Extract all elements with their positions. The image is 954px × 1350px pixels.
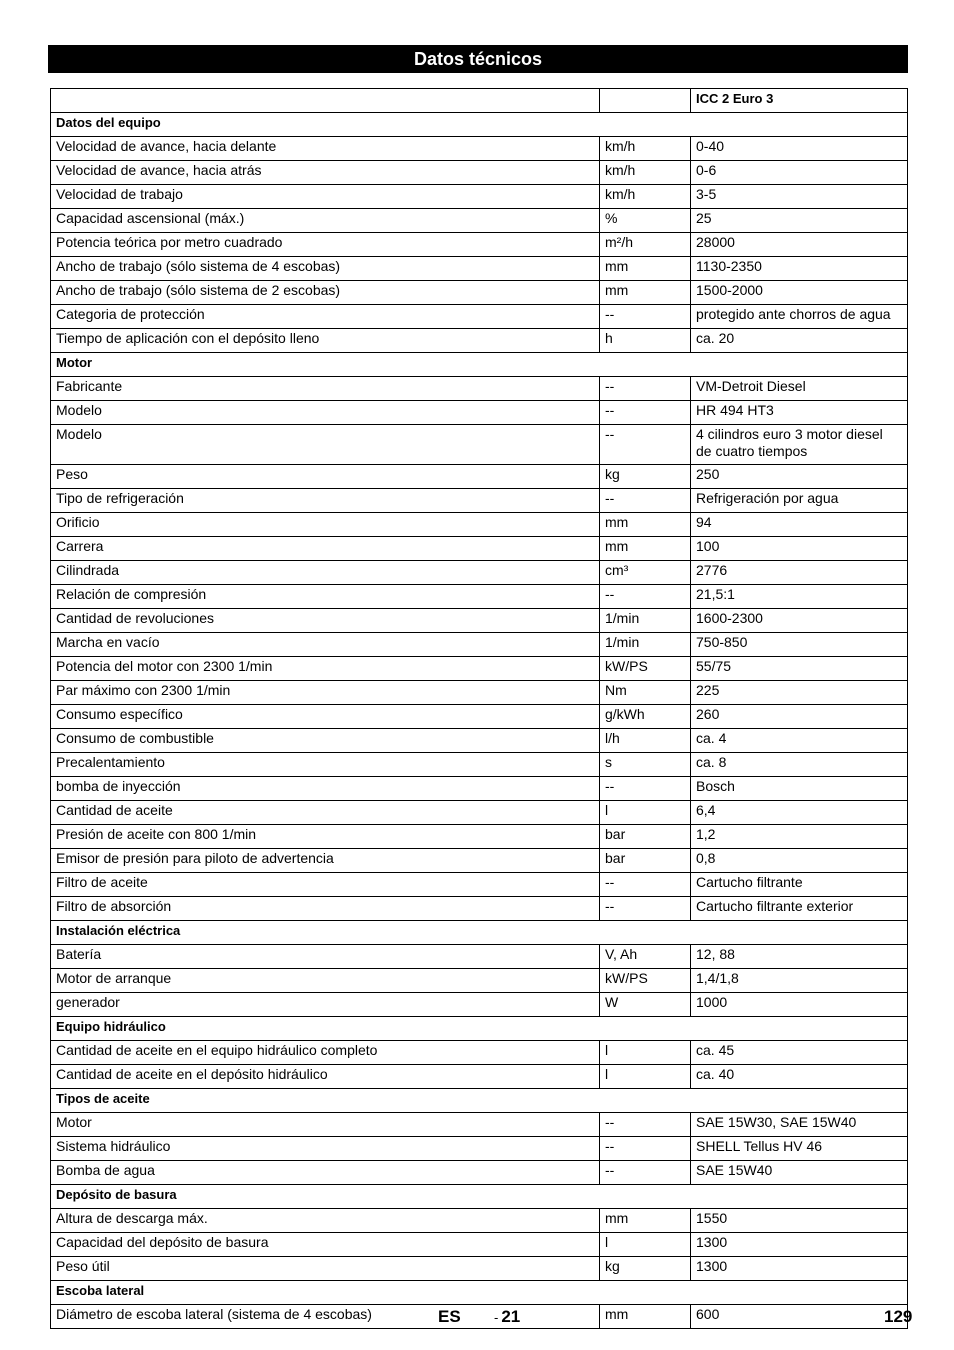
unit-cell: -- (600, 377, 691, 401)
table-row (51, 489, 908, 513)
unit-cell: -- (600, 305, 691, 329)
value-cell: Cartucho filtrante exterior (691, 897, 908, 921)
unit-cell: -- (600, 1137, 691, 1161)
table-row (51, 233, 908, 257)
parameter-cell: Emisor de presión para piloto de advertencia (51, 849, 600, 873)
table-row (51, 137, 908, 161)
section-row (51, 1017, 908, 1041)
table-row (51, 681, 908, 705)
value-cell: 4 cilindros euro 3 motor diesel de cuatro tiempos (691, 425, 908, 465)
unit-cell: -- (600, 873, 691, 897)
parameter-cell: Consumo específico (51, 705, 600, 729)
parameter-cell: Tipo de refrigeración (51, 489, 600, 513)
parameter-cell: Capacidad ascensional (máx.) (51, 209, 600, 233)
unit-cell: bar (600, 849, 691, 873)
table-row (51, 377, 908, 401)
unit-cell: mm (600, 257, 691, 281)
footer-dash: - (494, 1310, 499, 1325)
value-cell: ca. 4 (691, 729, 908, 753)
unit-cell: l (600, 1233, 691, 1257)
parameter-cell: Relación de compresión (51, 585, 600, 609)
section-heading: Tipos de aceite (51, 1089, 908, 1113)
parameter-cell: Cilindrada (51, 561, 600, 585)
value-cell: 21,5:1 (691, 585, 908, 609)
unit-cell: kW/PS (600, 657, 691, 681)
value-cell: 250 (691, 465, 908, 489)
table-row (51, 1257, 908, 1281)
table-row (51, 561, 908, 585)
parameter-cell: Cantidad de aceite (51, 801, 600, 825)
parameter-cell: Velocidad de trabajo (51, 185, 600, 209)
unit-cell: l (600, 1065, 691, 1089)
unit-cell: -- (600, 897, 691, 921)
parameter-cell: Carrera (51, 537, 600, 561)
table-row (51, 513, 908, 537)
value-cell: ca. 20 (691, 329, 908, 353)
section-row (51, 921, 908, 945)
table-row (51, 753, 908, 777)
header-cell-unit (600, 89, 691, 113)
unit-cell: l/h (600, 729, 691, 753)
value-cell: 28000 (691, 233, 908, 257)
value-cell: 1000 (691, 993, 908, 1017)
value-cell: protegido ante chorros de agua (691, 305, 908, 329)
value-cell: 1130-2350 (691, 257, 908, 281)
unit-cell: l (600, 1041, 691, 1065)
unit-cell: -- (600, 401, 691, 425)
value-cell: 600 (691, 1305, 908, 1329)
parameter-cell: Ancho de trabajo (sólo sistema de 4 escobas) (51, 257, 600, 281)
table-row (51, 945, 908, 969)
unit-cell: l (600, 801, 691, 825)
parameter-cell: Consumo de combustible (51, 729, 600, 753)
parameter-cell: Cantidad de aceite en el equipo hidráulico completo (51, 1041, 600, 1065)
value-cell: 6,4 (691, 801, 908, 825)
value-cell: 2776 (691, 561, 908, 585)
section-heading: Instalación eléctrica (51, 921, 908, 945)
value-cell: SAE 15W40 (691, 1161, 908, 1185)
table-row (51, 585, 908, 609)
table-row (51, 801, 908, 825)
parameter-cell: Ancho de trabajo (sólo sistema de 2 escobas) (51, 281, 600, 305)
unit-cell: s (600, 753, 691, 777)
footer-language: ES (438, 1307, 461, 1326)
header-cell-model: ICC 2 Euro 3 (691, 89, 908, 113)
unit-cell: bar (600, 825, 691, 849)
parameter-cell: Modelo (51, 425, 600, 465)
section-heading: Datos del equipo (51, 113, 908, 137)
table-row (51, 1233, 908, 1257)
parameter-cell: Batería (51, 945, 600, 969)
table-row (51, 185, 908, 209)
value-cell: 225 (691, 681, 908, 705)
section-row (51, 1089, 908, 1113)
unit-cell: kg (600, 1257, 691, 1281)
table-row (51, 465, 908, 489)
parameter-cell: Categoria de protección (51, 305, 600, 329)
table-row (51, 1065, 908, 1089)
table-row (51, 1305, 908, 1329)
table-row (51, 1041, 908, 1065)
table-row (51, 305, 908, 329)
value-cell: 94 (691, 513, 908, 537)
parameter-cell: Cantidad de aceite en el depósito hidráulico (51, 1065, 600, 1089)
unit-cell: kg (600, 465, 691, 489)
footer-section-page (494, 1307, 520, 1327)
section-heading: Escoba lateral (51, 1281, 908, 1305)
parameter-cell: Altura de descarga máx. (51, 1209, 600, 1233)
table-row (51, 1209, 908, 1233)
value-cell: ca. 45 (691, 1041, 908, 1065)
section-heading: Motor (51, 353, 908, 377)
parameter-cell: Peso (51, 465, 600, 489)
parameter-cell: Motor (51, 1113, 600, 1137)
footer-section-page-number: 21 (501, 1307, 521, 1326)
parameter-cell: Fabricante (51, 377, 600, 401)
table-row (51, 209, 908, 233)
table-row (51, 969, 908, 993)
unit-cell: h (600, 329, 691, 353)
unit-cell: cm³ (600, 561, 691, 585)
parameter-cell: bomba de inyección (51, 777, 600, 801)
value-cell: ca. 8 (691, 753, 908, 777)
value-cell: SHELL Tellus HV 46 (691, 1137, 908, 1161)
unit-cell: km/h (600, 185, 691, 209)
table-row (51, 257, 908, 281)
table-row (51, 609, 908, 633)
value-cell: SAE 15W30, SAE 15W40 (691, 1113, 908, 1137)
parameter-cell: Sistema hidráulico (51, 1137, 600, 1161)
parameter-cell: Cantidad de revoluciones (51, 609, 600, 633)
value-cell: 1,4/1,8 (691, 969, 908, 993)
value-cell: Bosch (691, 777, 908, 801)
value-cell: 750-850 (691, 633, 908, 657)
parameter-cell: Presión de aceite con 800 1/min (51, 825, 600, 849)
value-cell: 12, 88 (691, 945, 908, 969)
table-row (51, 329, 908, 353)
parameter-cell: Potencia teórica por metro cuadrado (51, 233, 600, 257)
table-header-row (51, 89, 908, 113)
parameter-cell: Precalentamiento (51, 753, 600, 777)
value-cell: 1,2 (691, 825, 908, 849)
parameter-cell: Orificio (51, 513, 600, 537)
technical-data-table (50, 88, 908, 1329)
parameter-cell: Par máximo con 2300 1/min (51, 681, 600, 705)
table-row (51, 729, 908, 753)
table-row (51, 401, 908, 425)
value-cell: HR 494 HT3 (691, 401, 908, 425)
value-cell: 1300 (691, 1233, 908, 1257)
unit-cell: -- (600, 425, 691, 465)
table-row (51, 1161, 908, 1185)
section-heading: Depósito de basura (51, 1185, 908, 1209)
unit-cell: -- (600, 489, 691, 513)
unit-cell: g/kWh (600, 705, 691, 729)
parameter-cell: Capacidad del depósito de basura (51, 1233, 600, 1257)
table-row (51, 281, 908, 305)
value-cell: ca. 40 (691, 1065, 908, 1089)
parameter-cell: Velocidad de avance, hacia delante (51, 137, 600, 161)
unit-cell: mm (600, 513, 691, 537)
value-cell: 1300 (691, 1257, 908, 1281)
value-cell: 1600-2300 (691, 609, 908, 633)
parameter-cell: Velocidad de avance, hacia atrás (51, 161, 600, 185)
value-cell: 0-40 (691, 137, 908, 161)
value-cell: 0-6 (691, 161, 908, 185)
unit-cell: km/h (600, 137, 691, 161)
parameter-cell: Motor de arranque (51, 969, 600, 993)
table-row (51, 849, 908, 873)
unit-cell: mm (600, 537, 691, 561)
unit-cell: Nm (600, 681, 691, 705)
unit-cell: V, Ah (600, 945, 691, 969)
unit-cell: 1/min (600, 633, 691, 657)
unit-cell: -- (600, 1161, 691, 1185)
value-cell: 1500-2000 (691, 281, 908, 305)
parameter-cell: Potencia del motor con 2300 1/min (51, 657, 600, 681)
table-row (51, 873, 908, 897)
section-row (51, 113, 908, 137)
unit-cell: mm (600, 1305, 691, 1329)
parameter-cell: generador (51, 993, 600, 1017)
page-title: Datos técnicos (48, 45, 908, 73)
value-cell: 3-5 (691, 185, 908, 209)
section-row (51, 1281, 908, 1305)
table-row (51, 705, 908, 729)
table-row (51, 633, 908, 657)
unit-cell: kW/PS (600, 969, 691, 993)
parameter-cell: Filtro de absorción (51, 897, 600, 921)
value-cell: 55/75 (691, 657, 908, 681)
table-row (51, 777, 908, 801)
unit-cell: -- (600, 585, 691, 609)
unit-cell: 1/min (600, 609, 691, 633)
table-row (51, 825, 908, 849)
value-cell: Refrigeración por agua (691, 489, 908, 513)
parameter-cell: Bomba de agua (51, 1161, 600, 1185)
value-cell: 25 (691, 209, 908, 233)
value-cell: VM-Detroit Diesel (691, 377, 908, 401)
table-row (51, 897, 908, 921)
unit-cell: -- (600, 1113, 691, 1137)
table-row (51, 993, 908, 1017)
unit-cell: km/h (600, 161, 691, 185)
unit-cell: mm (600, 1209, 691, 1233)
parameter-cell: Marcha en vacío (51, 633, 600, 657)
unit-cell: -- (600, 777, 691, 801)
parameter-cell: Modelo (51, 401, 600, 425)
technical-data-table-body (51, 89, 908, 1329)
section-row (51, 1185, 908, 1209)
section-row (51, 353, 908, 377)
section-heading: Equipo hidráulico (51, 1017, 908, 1041)
table-row (51, 161, 908, 185)
value-cell: 260 (691, 705, 908, 729)
unit-cell: mm (600, 281, 691, 305)
unit-cell: W (600, 993, 691, 1017)
unit-cell: % (600, 209, 691, 233)
parameter-cell: Peso útil (51, 1257, 600, 1281)
table-row (51, 1137, 908, 1161)
value-cell: 100 (691, 537, 908, 561)
parameter-cell: Diámetro de escoba lateral (sistema de 4 escobas) (51, 1305, 600, 1329)
value-cell: 1550 (691, 1209, 908, 1233)
table-row (51, 657, 908, 681)
parameter-cell: Filtro de aceite (51, 873, 600, 897)
table-row (51, 425, 908, 465)
table-row (51, 1113, 908, 1137)
value-cell: Cartucho filtrante (691, 873, 908, 897)
value-cell: 0,8 (691, 849, 908, 873)
table-row (51, 537, 908, 561)
parameter-cell: Tiempo de aplicación con el depósito lleno (51, 329, 600, 353)
header-cell-parameter (51, 89, 600, 113)
unit-cell: m²/h (600, 233, 691, 257)
footer-page-number: 129 (884, 1307, 913, 1326)
